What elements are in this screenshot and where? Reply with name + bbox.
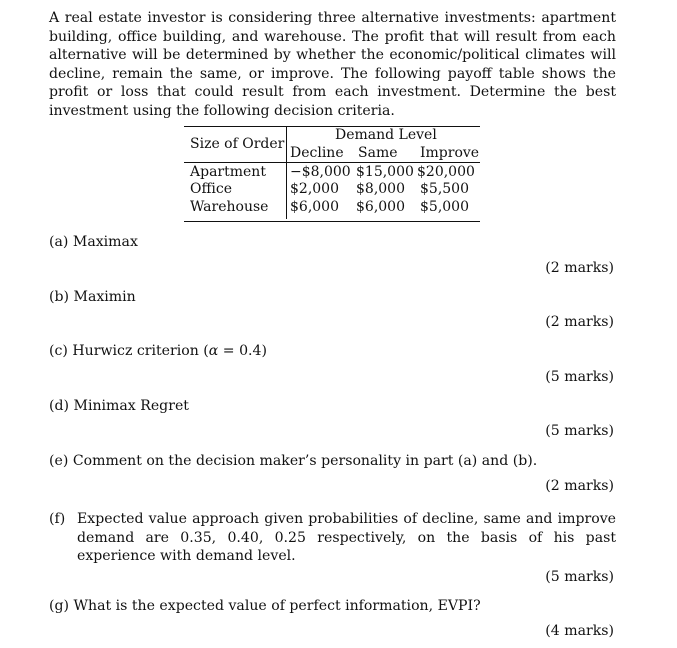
question-text: Comment on the decision maker’s personality in part (a) and (b).	[72, 453, 538, 469]
marks-b: (2 marks)	[545, 314, 614, 330]
marks-e: (2 marks)	[545, 478, 614, 494]
question-d	[49, 397, 189, 416]
marks-d: (5 marks)	[545, 423, 614, 439]
question-label: (a)	[49, 234, 69, 250]
cell-warehouse-improve: $5,000	[420, 199, 469, 215]
question-b	[49, 288, 136, 307]
question-text: What is the expected value of perfect information, EVPI?	[73, 598, 481, 614]
question-c	[49, 342, 267, 361]
table-header-rule	[184, 162, 480, 163]
cell-apartment-improve: $20,000	[417, 164, 475, 180]
row-label-apartment: Apartment	[190, 164, 266, 180]
cell-office-decline: $2,000	[290, 181, 339, 197]
cell-office-improve: $5,500	[420, 181, 469, 197]
question-label: (c)	[49, 343, 68, 359]
column-header-same: Same	[358, 145, 398, 161]
payoff-table	[184, 126, 480, 222]
table-vertical-rule	[286, 127, 287, 219]
question-label: (e)	[49, 453, 69, 469]
question-text: Minimax Regret	[73, 398, 189, 414]
group-header: Demand Level	[335, 127, 437, 143]
question-g	[49, 597, 481, 616]
question-e	[49, 452, 537, 471]
row-header: Size of Order	[190, 136, 285, 152]
column-header-improve: Improve	[420, 145, 480, 161]
question-text: Maximin	[73, 289, 136, 305]
column-header-decline: Decline	[290, 145, 344, 161]
cell-office-same: $8,000	[356, 181, 405, 197]
question-label: (d)	[49, 398, 70, 414]
marks-g: (4 marks)	[545, 623, 614, 639]
cell-apartment-same: $15,000	[356, 164, 414, 180]
question-text: Expected value approach given probabilities of decline, same and improve demand are 0.35, 0.40, 0.25 respectively, on the basis of his past experience with demand level.	[77, 511, 616, 565]
question-text: Hurwicz criterion (	[72, 343, 209, 359]
question-text: Maximax	[72, 234, 138, 250]
marks-a: (2 marks)	[545, 260, 614, 276]
row-label-office: Office	[190, 181, 233, 197]
intro-paragraph: A real estate investor is considering three alternative investments: apartment building, office building, and warehouse. The profit that will result from each alternative will be determined by whether the economic/political climates will decline, remain the same, or improve. The following payoff table shows the profit or loss that could result from each investment. Determine the best investment using the following decision criteria.	[49, 10, 616, 119]
alpha-symbol: α	[208, 343, 219, 359]
question-label: (b)	[49, 289, 70, 305]
cell-warehouse-same: $6,000	[356, 199, 405, 215]
marks-c: (5 marks)	[545, 369, 614, 385]
cell-apartment-decline: −$8,000	[290, 164, 351, 180]
question-label: (g)	[49, 598, 70, 614]
question-text-end: = 0.4)	[218, 343, 267, 359]
marks-f: (5 marks)	[545, 569, 614, 585]
row-label-warehouse: Warehouse	[190, 199, 269, 215]
question-label: (f)	[49, 511, 66, 527]
question-a	[49, 233, 138, 252]
cell-warehouse-decline: $6,000	[290, 199, 339, 215]
question-f	[49, 510, 616, 566]
